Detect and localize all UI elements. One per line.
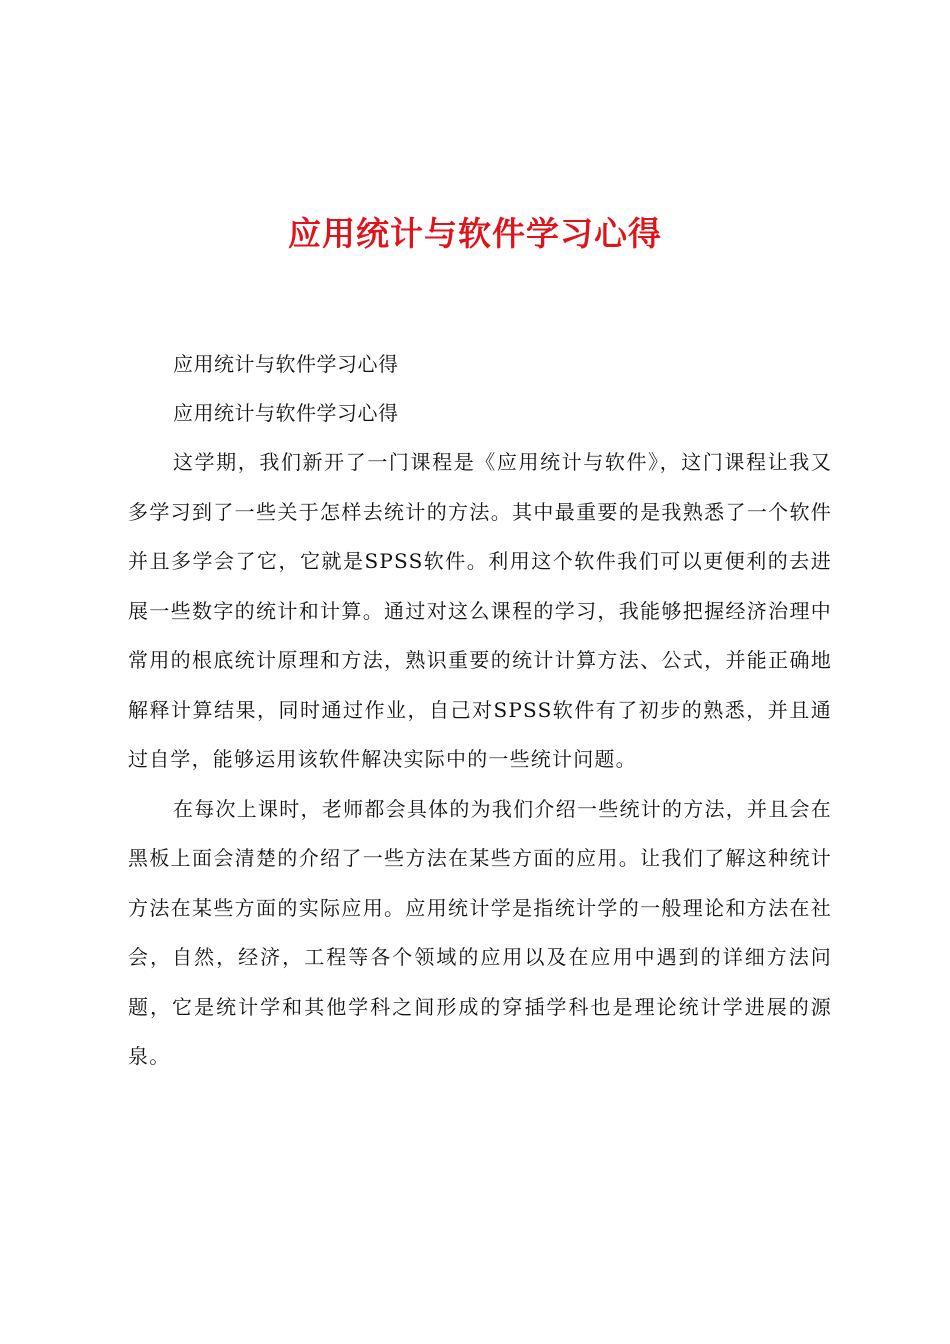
document-body xyxy=(128,340,832,1082)
subheading-1: 应用统计与软件学习心得 xyxy=(173,352,399,376)
paragraph-2: 在每次上课时，老师都会具体的为我们介绍一些统计的方法，并且会在黑板上面会清楚的介绍了一些方法在某些方面的应用。让我们了解这种统计方法在某些方面的实际应用。应用统计学是指统计学的一般理论和方法在社会，自然，经济，工程等各个领域的应用以及在应用中遇到的详细方法问题，它是统计学和其他学科之间形成的穿插学科也是理论统计学进展的源泉。 xyxy=(128,796,832,1068)
paragraph-1: 这学期，我们新开了一门课程是《应用统计与软件》，这门课程让我又多学习到了一些关于怎样去统计的方法。其中最重要的是我熟悉了一个软件并且多学会了它，它就是SPSS软件。利用这个软件我们可以更便利的去进展一些数字的统计和计算。通过对这么课程的学习，我能够把握经济治理中常用的根底统计原理和方法，熟识重要的统计计算方法、公式，并能正确地解释计算结果，同时通过作业，自己对SPSS软件有了初步的熟悉，并且通过自学，能够运用该软件解决实际中的一些统计问题。 xyxy=(128,450,832,771)
subheading-2: 应用统计与软件学习心得 xyxy=(173,401,399,425)
document-title: 应用统计与软件学习心得 xyxy=(288,214,662,253)
